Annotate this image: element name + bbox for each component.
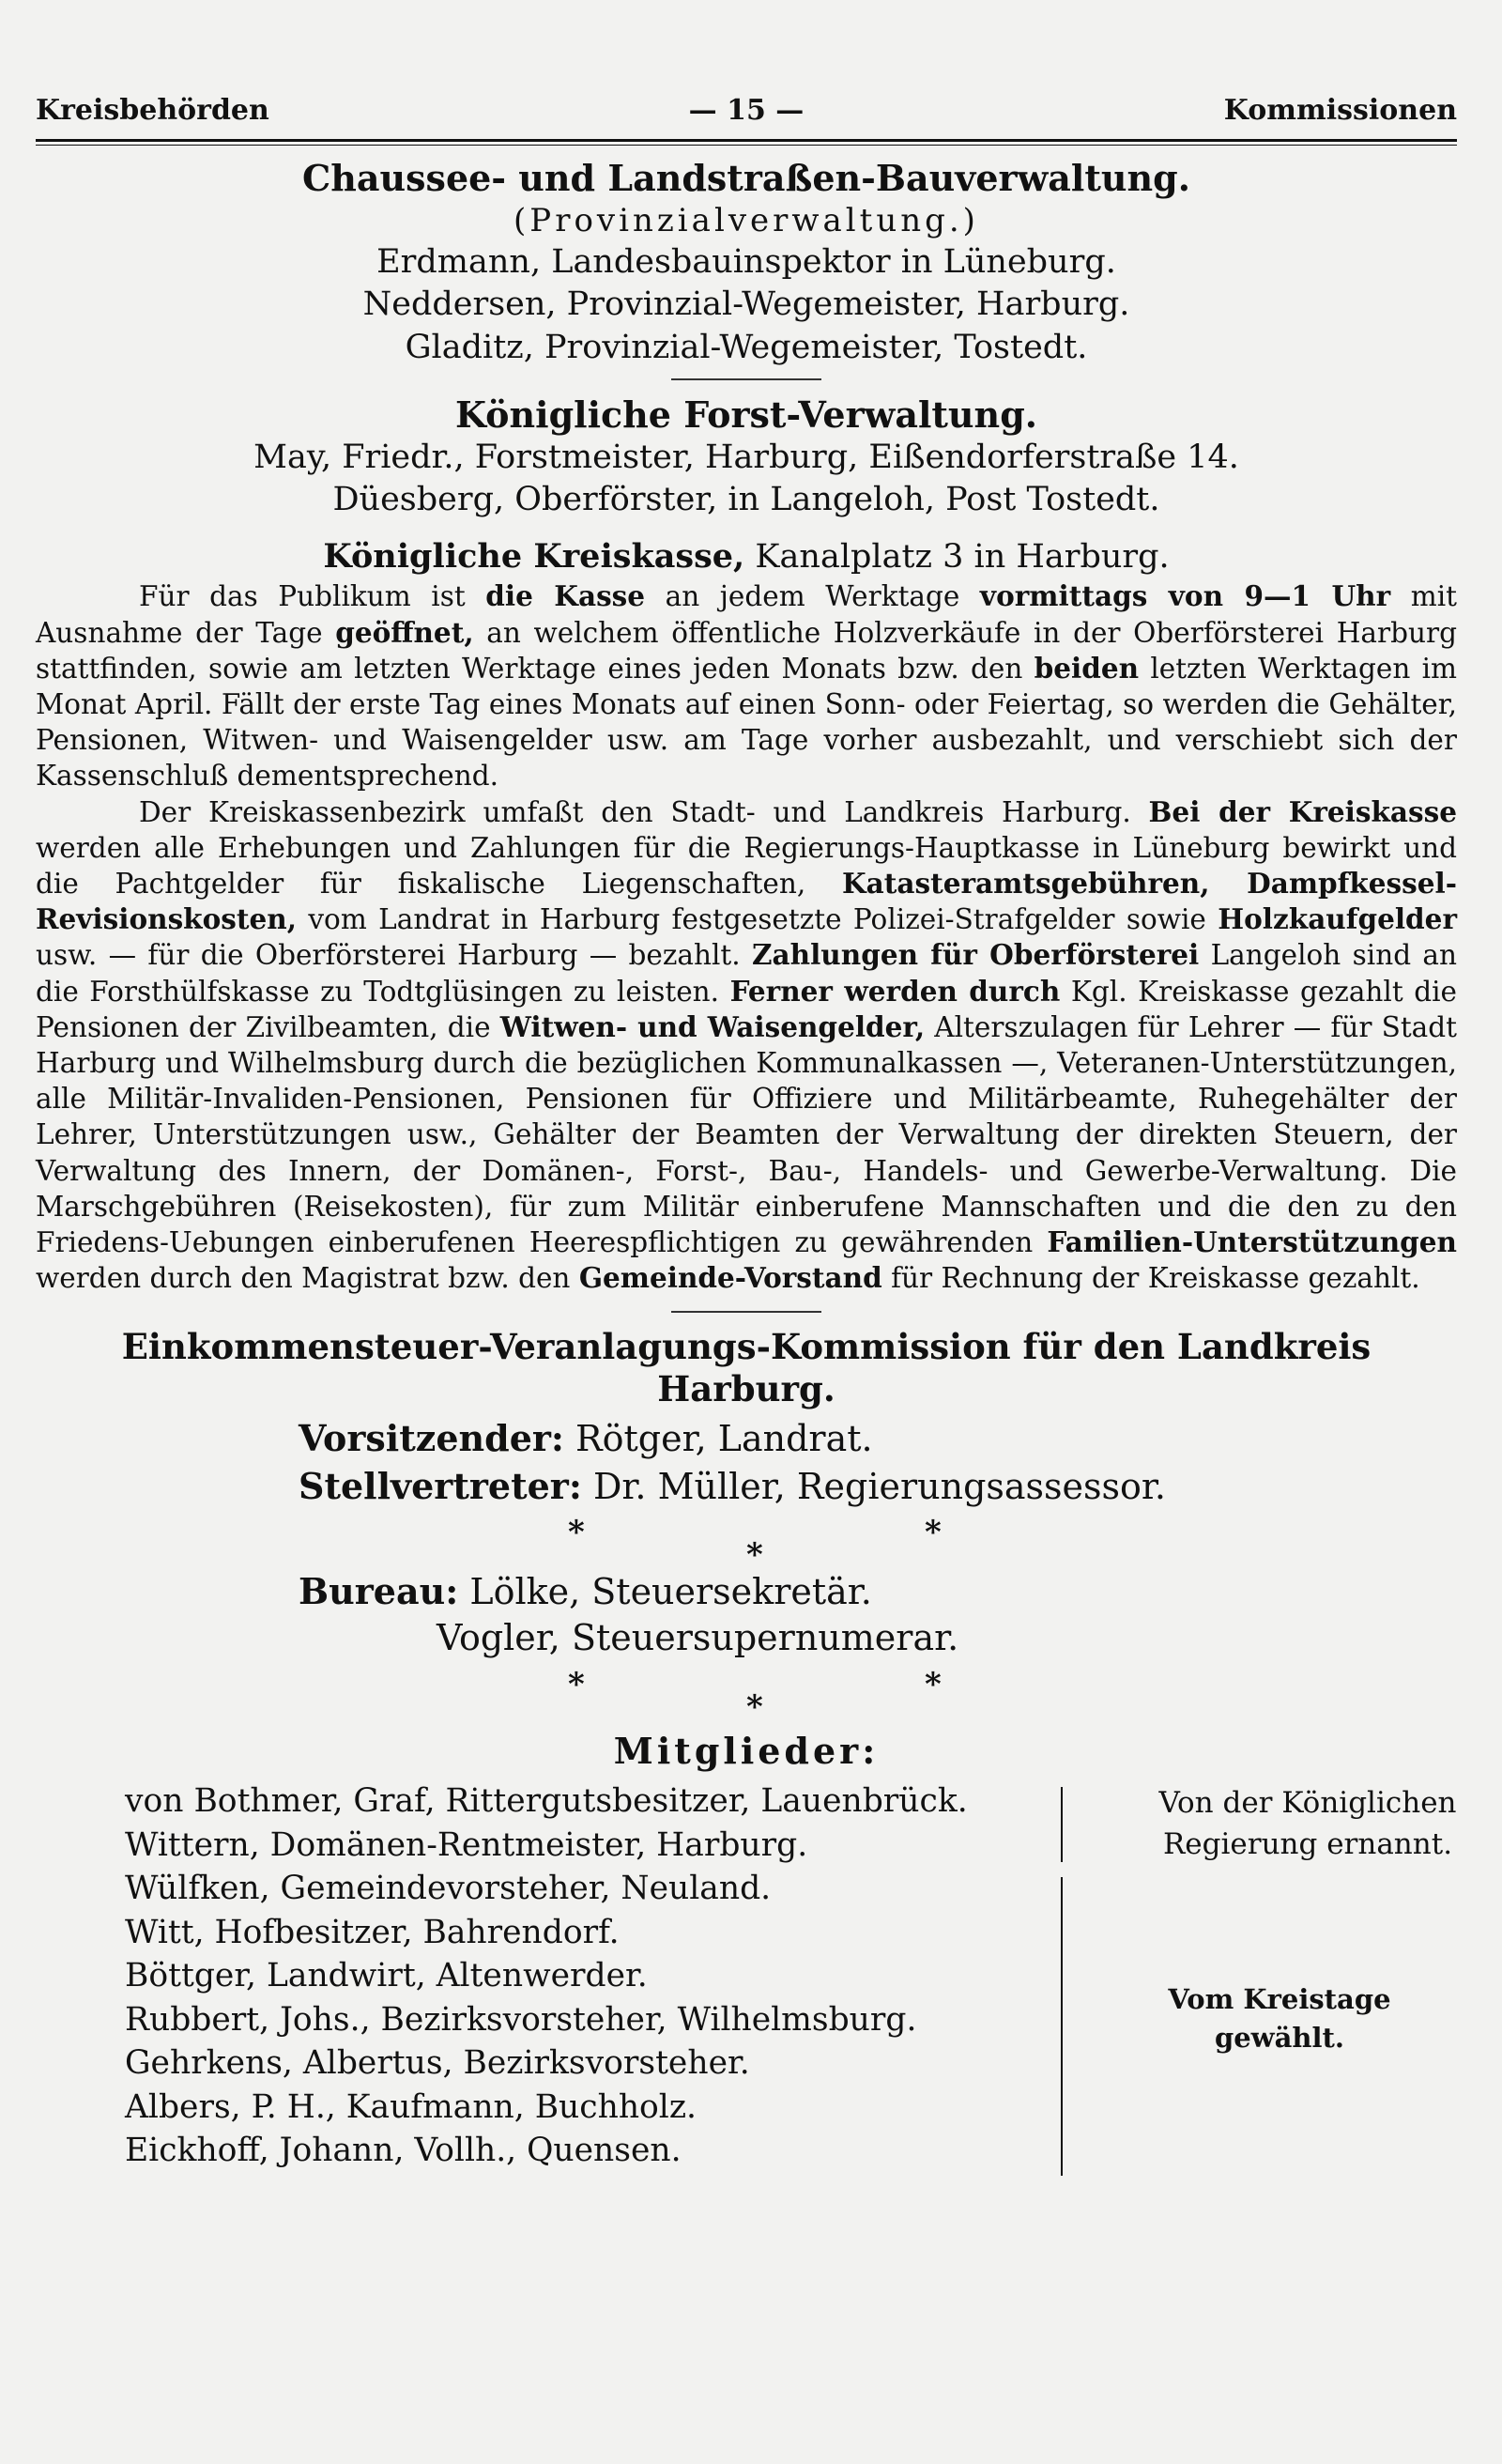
chaussee-line: Erdmann, Landesbauinspektor in Lüneburg. [376,242,1116,281]
kreiskasse-title: Königliche Kreiskasse, [323,536,745,576]
section-divider [671,1311,821,1313]
member-elected: Böttger, Landwirt, Altenwerder. [125,1957,648,1995]
header-left: Kreisbehörden [36,94,269,127]
forst-title: Königliche Forst-Verwaltung. [454,393,1037,437]
section-divider [671,378,821,380]
asterisk-divider [36,1510,1457,1574]
text-run-bold: Gemeinde-Vorstand [578,1261,882,1295]
text-run-bold: Katasteramtsgebühren, Dampfkessel-Revisionskosten, [36,867,1457,936]
text-run-bold: Witwen- und Waisengelder, [499,1009,926,1043]
bureau-label: Bureau: [299,1570,459,1612]
text-run: werden durch den Magistrat bzw. den [36,1262,579,1295]
text-run: Langeloh sind an die Forsthülfskasse zu Todtglüsingen zu leisten. [36,939,1458,1008]
members-heading: Mitglieder: [613,1729,880,1772]
chair-name: Rötger, Landrat. [575,1418,873,1460]
text-run-bold: Bei der Kreiskasse [1148,794,1458,828]
asterisk: * [925,1665,942,1703]
text-run-bold: die Kasse [485,579,646,613]
text-run: Kgl. Kreiskasse gezahlt die Pensionen der Zivilbeamten, die [36,975,1457,1043]
members-list [36,1779,1457,2173]
note-appointed: Von der Königlichen Regierung ernannt. [1158,1786,1457,1861]
member-elected: Eickhoff, Johann, Vollh., Quensen. [125,2132,682,2170]
text-run-bold: geöffnet, [335,615,474,649]
text-run: usw. — für die Oberförsterei Harburg — bezahlt. [36,939,752,972]
text-run: mit Ausnahme der Tage [36,580,1458,649]
bracket-elected [1061,1877,1063,2176]
text-run: letzten Werktagen im Monat April. Fällt der erste Tag eines Monats auf einen Sonn- oder Feiertag, so werden die Gehälter, Pensionen, Witwen- und Waisengelder usw. am Tage vorher ausbezahlt, und verschiebt sich der Kassenschluß dementsprechend. [36,652,1457,793]
member-appointed: von Bothmer, Graf, Rittergutsbesitzer, Lauenbrück. [125,1782,968,1821]
text-run: Für das Publikum ist [139,580,486,613]
page-number: — 15 — [688,94,805,127]
bureau-name-2: Vogler, Steuersupernumerar. [437,1617,959,1659]
bureau-line [36,1568,1457,1615]
member-elected: Wülfken, Gemeindevorsteher, Neuland. [125,1870,772,1908]
asterisk: * [568,1665,585,1703]
section-forst [36,393,1457,522]
chair-line [36,1415,1457,1462]
chaussee-line: Neddersen, Provinzial-Wegemeister, Harburg. [362,285,1130,324]
chair-label: Vorsitzender: [299,1417,564,1460]
header-rule [36,139,1457,142]
member-elected: Witt, Hofbesitzer, Bahrendorf. [125,1913,620,1951]
bureau-line-2 [36,1615,1457,1661]
text-run-bold: Zahlungen für Oberförsterei [752,938,1200,972]
kreiskasse-heading [36,535,1457,579]
kreiskasse-title-rest: Kanalplatz 3 in Harburg. [755,537,1170,576]
text-run-bold: beiden [1034,651,1140,685]
bureau-name-1: Lölke, Steuersekretär. [469,1571,872,1612]
deputy-name: Dr. Müller, Regierungsassessor. [592,1465,1166,1507]
text-run-bold: Holzkaufgelder [1218,902,1457,936]
note-elected: Vom Kreistage gewählt. [1168,1983,1391,2054]
text-run-bold: Familien-Unterstützungen [1047,1225,1457,1259]
section-einkommensteuer [36,1326,1457,2172]
member-elected: Gehrkens, Albertus, Bezirksvorsteher. [125,2044,750,2083]
text-run: an welchem öffentliche Holzverkäufe in der Oberförsterei Harburg stattfinden, sowie am letzten Werktage eines jeden Monats bzw. den [36,616,1457,685]
chaussee-subtitle: (Provinzialverwaltung.) [513,201,979,239]
running-header [36,94,1457,131]
bracket-appointed [1061,1787,1063,1862]
header-rule-thin [36,145,1457,146]
chaussee-line: Gladitz, Provinzial-Wegemeister, Tostedt. [405,328,1088,366]
text-run-bold: vormittags von 9—1 Uhr [979,579,1391,613]
forst-line: May, Friedr., Forstmeister, Harburg, Eißendorferstraße 14. [253,438,1239,476]
text-run: werden alle Erhebungen und Zahlungen für die Regierungs-Hauptkasse in Lüneburg bewirkt und die Pachtgelder für fiskalische Liegenschaften, [36,831,1457,900]
einkommen-title: Einkommensteuer-Veranlagungs-Kommission für den Landkreis Harburg. [121,1326,1372,1409]
forst-line: Düesberg, Oberförster, in Langeloh, Post Tostedt. [332,481,1160,519]
deputy-label: Stellvertreter: [299,1464,582,1507]
section-chaussee [36,157,1457,369]
asterisk: * [568,1514,585,1551]
text-run-bold: Ferner werden durch [729,974,1061,1008]
text-run: an jedem Werktage [645,580,980,613]
asterisk-divider [36,1662,1457,1726]
section-kreiskasse [36,535,1457,1297]
member-appointed: Wittern, Domänen-Rentmeister, Harburg. [125,1825,808,1864]
text-run: Der Kreiskassenbezirk umfaßt den Stadt- und Landkreis Harburg. [139,795,1149,828]
member-elected: Rubbert, Johs., Bezirksvorsteher, Wilhelmsburg. [125,2000,917,2039]
asterisk: * [925,1514,942,1551]
header-right: Kommissionen [1223,94,1457,127]
text-run: vom Landrat in Harburg festgesetzte Polizei-Strafgelder sowie [297,903,1218,936]
asterisk: * [746,1536,763,1574]
kreiskasse-paragraph-2 [36,794,1457,1297]
chaussee-title: Chaussee- und Landstraßen-Bauverwaltung. [302,157,1190,199]
asterisk: * [746,1687,763,1726]
text-run: Alterszulagen für Lehrer — für Stadt Harburg und Wilhelmsburg durch die bezüglichen Kommunalkassen —, Veteranen-Unterstützungen, alle Militär-Invaliden-Pensionen, Pensionen für Offiziere und Militärbeamte, Ruhegehälter der Lehrer, Unterstützungen usw., Gehälter der Beamten der Verwaltung der direkten Steuern, der Verwaltung des Innern, der Domänen-, Forst-, Bau-, Handels- und Gewerbe-Verwaltung. Die Marschgebühren (Reisekosten), für zum Militär einberufene Mannschaften und die den zu den Friedens-Uebungen einberufenen Heerespflichtigen zu gewährenden [36,1010,1457,1259]
member-elected: Albers, P. H., Kaufmann, Buchholz. [125,2087,697,2126]
kreiskasse-paragraph-1 [36,578,1457,793]
deputy-line [36,1463,1457,1510]
text-run: für Rechnung der Kreiskasse gezahlt. [881,1262,1420,1295]
